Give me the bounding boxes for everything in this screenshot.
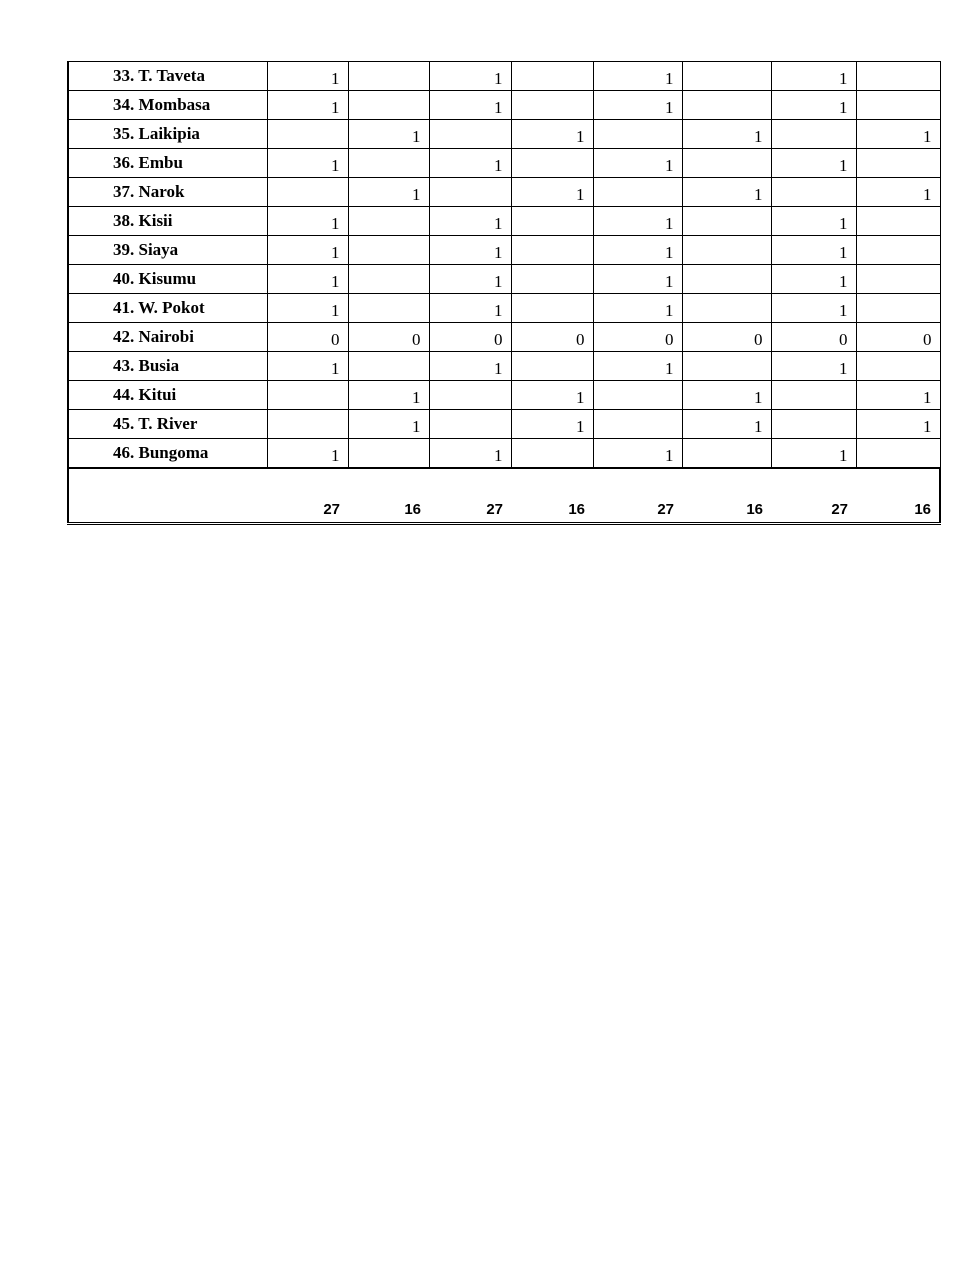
value-cell: 1 [771,439,856,468]
value-cell [856,439,940,468]
total-value-cell: 16 [511,468,593,524]
value-cell [348,439,429,468]
value-cell: 1 [348,410,429,439]
county-name-cell: 38. Kisii [68,207,267,236]
value-cell: 1 [682,410,771,439]
table-row [68,294,940,323]
value-cell: 1 [267,236,348,265]
value-cell: 1 [429,439,511,468]
value-cell [682,439,771,468]
table-row [68,178,940,207]
value-cell: 1 [267,91,348,120]
value-cell [856,62,940,91]
value-cell: 1 [771,352,856,381]
total-value-cell: 16 [856,468,940,524]
value-cell [856,265,940,294]
value-cell: 1 [511,178,593,207]
value-cell: 1 [511,381,593,410]
totals-label-cell [68,468,267,524]
value-cell [856,91,940,120]
value-cell: 0 [771,323,856,352]
value-cell: 1 [267,352,348,381]
county-name-cell: 42. Nairobi [68,323,267,352]
value-cell: 1 [267,62,348,91]
value-cell: 1 [429,265,511,294]
value-cell: 1 [267,149,348,178]
value-cell: 0 [429,323,511,352]
value-cell [429,381,511,410]
value-cell [348,62,429,91]
value-cell: 1 [267,207,348,236]
value-cell: 1 [593,265,682,294]
value-cell [682,352,771,381]
value-cell [267,410,348,439]
table-row [68,439,940,468]
value-cell: 0 [856,323,940,352]
value-cell [348,265,429,294]
total-value-cell: 27 [593,468,682,524]
value-cell [348,352,429,381]
table-row [68,149,940,178]
value-cell: 0 [593,323,682,352]
value-cell: 1 [267,439,348,468]
value-cell [856,207,940,236]
value-cell: 1 [593,91,682,120]
value-cell [856,236,940,265]
table-row [68,62,940,91]
county-name-cell: 45. T. River [68,410,267,439]
total-value-cell: 27 [267,468,348,524]
value-cell [267,178,348,207]
value-cell: 1 [429,236,511,265]
table-row [68,120,940,149]
value-cell: 1 [593,236,682,265]
value-cell: 1 [856,381,940,410]
table-row [68,381,940,410]
value-cell: 1 [348,381,429,410]
value-cell [682,149,771,178]
value-cell: 1 [429,62,511,91]
value-cell [348,91,429,120]
county-name-cell: 34. Mombasa [68,91,267,120]
value-cell: 0 [682,323,771,352]
value-cell [682,236,771,265]
value-cell [511,207,593,236]
value-cell: 1 [429,207,511,236]
value-cell: 1 [267,265,348,294]
value-cell [511,91,593,120]
table-row [68,91,940,120]
value-cell: 1 [856,178,940,207]
table-row [68,410,940,439]
value-cell [856,149,940,178]
value-cell: 1 [771,91,856,120]
value-cell [511,149,593,178]
value-cell [771,120,856,149]
value-cell: 1 [429,149,511,178]
value-cell [682,91,771,120]
value-cell: 1 [429,294,511,323]
value-cell [682,207,771,236]
total-value-cell: 27 [771,468,856,524]
value-cell: 1 [682,381,771,410]
value-cell: 1 [856,120,940,149]
total-value-cell: 27 [429,468,511,524]
county-name-cell: 43. Busia [68,352,267,381]
value-cell [771,381,856,410]
value-cell [511,236,593,265]
value-cell [771,178,856,207]
value-cell: 0 [348,323,429,352]
value-cell [511,294,593,323]
value-cell: 1 [429,352,511,381]
value-cell [429,178,511,207]
value-cell: 1 [856,410,940,439]
value-cell [267,120,348,149]
value-cell: 1 [511,410,593,439]
value-cell [856,294,940,323]
value-cell [429,120,511,149]
value-cell: 1 [429,91,511,120]
value-cell [348,207,429,236]
value-cell [511,62,593,91]
value-cell [511,265,593,294]
county-name-cell: 36. Embu [68,149,267,178]
value-cell: 1 [511,120,593,149]
table-row [68,236,940,265]
value-cell: 1 [593,149,682,178]
value-cell: 1 [267,294,348,323]
county-name-cell: 41. W. Pokot [68,294,267,323]
value-cell [593,381,682,410]
value-cell: 1 [348,178,429,207]
table-row [68,323,940,352]
value-cell: 1 [682,120,771,149]
county-name-cell: 35. Laikipia [68,120,267,149]
value-cell [348,149,429,178]
value-cell [267,381,348,410]
value-cell [429,410,511,439]
value-cell [511,352,593,381]
total-value-cell: 16 [348,468,429,524]
totals-row [68,468,940,524]
value-cell: 1 [771,236,856,265]
value-cell: 1 [682,178,771,207]
value-cell: 1 [593,352,682,381]
county-name-cell: 40. Kisumu [68,265,267,294]
county-name-cell: 37. Narok [68,178,267,207]
value-cell [593,178,682,207]
value-cell [348,236,429,265]
value-cell [593,120,682,149]
value-cell: 1 [593,439,682,468]
table-body [68,62,940,524]
value-cell [856,352,940,381]
table-row [68,265,940,294]
value-cell [682,62,771,91]
value-cell [771,410,856,439]
value-cell: 1 [593,62,682,91]
county-table [67,61,941,525]
value-cell: 1 [593,207,682,236]
county-name-cell: 44. Kitui [68,381,267,410]
value-cell: 1 [593,294,682,323]
value-cell: 1 [771,294,856,323]
total-value-cell: 16 [682,468,771,524]
value-cell [682,294,771,323]
value-cell: 1 [771,207,856,236]
value-cell: 1 [771,265,856,294]
value-cell: 0 [267,323,348,352]
value-cell [511,439,593,468]
table-row [68,207,940,236]
county-name-cell: 39. Siaya [68,236,267,265]
table-row [68,352,940,381]
value-cell: 1 [771,62,856,91]
value-cell [348,294,429,323]
value-cell: 1 [348,120,429,149]
county-name-cell: 33. T. Taveta [68,62,267,91]
county-name-cell: 46. Bungoma [68,439,267,468]
value-cell [682,265,771,294]
value-cell [593,410,682,439]
value-cell: 1 [771,149,856,178]
value-cell: 0 [511,323,593,352]
